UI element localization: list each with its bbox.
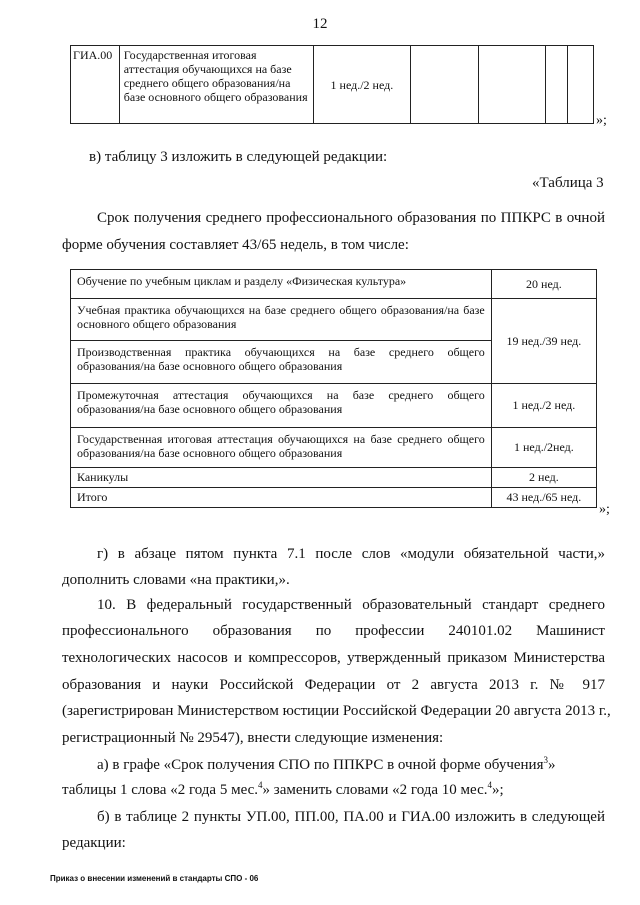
paragraph-a-text: » заменить словами «2 года 10 мес. [262,782,488,798]
row-code: ГИА.00 [71,46,120,124]
p10-line-2: профессионального образования по профессии 240101.02 Машинист [62,623,605,639]
table3-cell-label: Итого [71,488,492,508]
table3-label: «Таблица 3 [532,175,604,191]
table3-cell-value: 19 нед./39 нед. [491,299,596,384]
empty-cell [546,46,568,124]
intro-line-2: форме обучения составляет 43/65 недель, в том числе: [62,237,409,253]
table-row [71,468,597,488]
table-row [71,384,597,428]
paragraph-a-text: таблицы 1 слова «2 года 5 мес. [62,782,259,798]
empty-cell [568,46,594,124]
table3-cell-value: 2 нед. [491,468,596,488]
p10-line-5: (зарегистрирован Министерством юстиции Российской Федерации 20 августа 2013 г., [62,703,611,719]
paragraph-b-line-1: б) в таблице 2 пункты УП.00, ПП.00, ПА.00 и ГИА.00 изложить в следующей [97,809,605,825]
p10-line-6: регистрационный № 29547), внести следующие изменения: [62,730,444,746]
p10-line-1: 10. В федеральный государственный образовательный стандарт среднего [97,597,605,613]
intro-line-1: Срок получения среднего профессионального образования по ППКРС в очной [97,210,605,226]
table3-cell-value: 43 нед./65 нед. [491,488,596,508]
table3-cell-value: 1 нед./2 нед. [491,384,596,428]
paragraph-a-text: а) в графе «Срок получения СПО по ППКРС в очной форме обучения [97,757,544,773]
p10-line-4: образования и науки Российской Федерации от 2 августа 2013 г. № 917 [62,677,605,693]
table3-cell-label: Производственная практика обучающихся на базе среднего общего образования/на базе основного общего образования [71,341,492,384]
table-3 [70,269,597,508]
table3-cell-label: Каникулы [71,468,492,488]
table3-cell-label: Государственная итоговая аттестация обучающихся на базе среднего общего образования/на базе основного общего образования [71,428,492,468]
footer-text: Приказ о внесении изменений в стандарты СПО - 06 [50,874,259,883]
row-duration: 1 нед./2 нед. [313,46,411,124]
paragraph-b-line-2: редакции: [62,835,126,851]
paragraph-a-line-2 [62,781,504,799]
table-row [71,488,597,508]
paragraph-g-line-1: г) в абзаце пятом пункта 7.1 после слов «модули обязательной части,» [97,546,605,562]
table3-cell-label: Промежуточная аттестация обучающихся на базе среднего общего образования/на базе основного общего образования [71,384,492,428]
table-gia-fragment [70,45,594,124]
paragraph-a-line-1 [97,756,605,774]
row-name: Государственная итоговая аттестация обучающихся на базе среднего общего образования/на базе основного общего образования [119,46,313,124]
closing-quote: »; [596,113,607,128]
p10-line-3: технологических насосов и компрессоров, утвержденный приказом Министерства [62,650,605,666]
empty-cell [411,46,479,124]
paragraph-v: в) таблицу 3 изложить в следующей редакции: [89,149,388,165]
table3-cell-label: Учебная практика обучающихся на базе среднего общего образования/на базе основного общего образования [71,299,492,341]
paragraph-a-text: »; [492,782,504,798]
table-row [71,299,597,341]
closing-quote: »; [599,502,610,517]
footnote-ref: 4 [258,780,263,790]
footnote-ref: 3 [543,755,548,765]
paragraph-a-text: » [547,757,556,773]
empty-cell [478,46,546,124]
table-row [71,46,594,124]
table3-cell-label: Обучение по учебным циклам и разделу «Физическая культура» [71,270,492,299]
table3-cell-value: 20 нед. [491,270,596,299]
table-row [71,270,597,299]
table3-cell-value: 1 нед./2нед. [491,428,596,468]
footnote-ref: 4 [487,780,492,790]
table-row [71,428,597,468]
paragraph-g-line-2: дополнить словами «на практики,». [62,572,290,588]
page-number: 12 [312,16,328,32]
